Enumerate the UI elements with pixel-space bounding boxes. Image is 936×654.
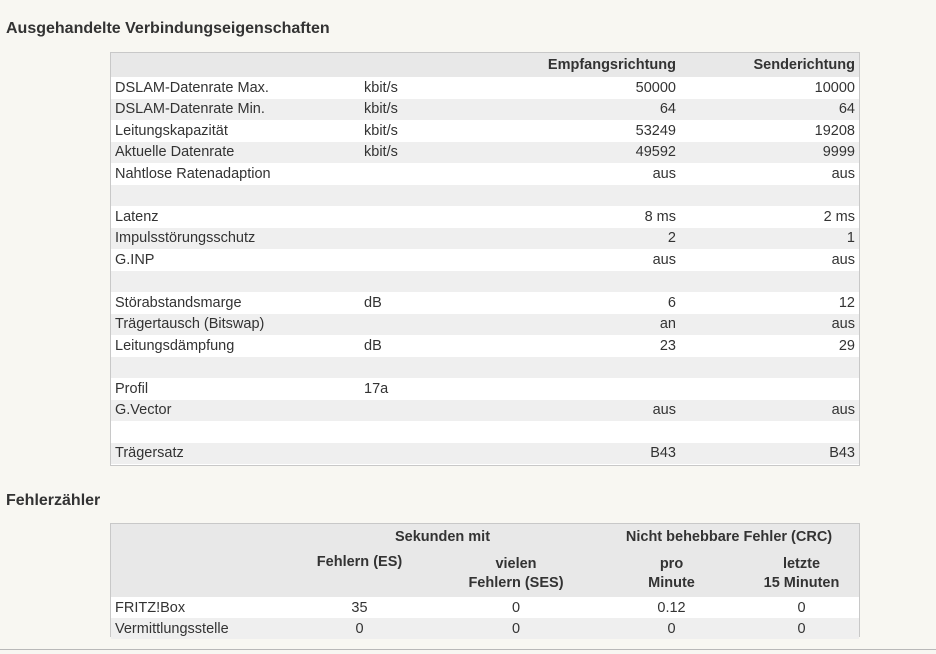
row-tx-value: 2 ms [680, 206, 859, 228]
header-crc-15-line2: 15 Minuten [763, 574, 840, 591]
row-label: Aktuelle Datenrate [111, 142, 360, 164]
row-unit [360, 249, 518, 271]
row-rx-value: 8 ms [518, 206, 680, 228]
row-rx-value: 64 [518, 99, 680, 121]
row-tx-value: aus [680, 249, 859, 271]
row-unit: 17a [360, 378, 518, 400]
row-tx-value: aus [680, 400, 859, 422]
header-empty [111, 53, 360, 77]
row-label: DSLAM-Datenrate Min. [111, 99, 360, 121]
section-title-connection: Ausgehandelte Verbindungseigenschaften [6, 20, 330, 37]
table-row [111, 120, 859, 142]
row-rx-value: 2 [518, 228, 680, 250]
table-row [111, 185, 859, 207]
row-rx-value [518, 378, 680, 400]
page-divider [0, 649, 936, 650]
row-ses: 0 [433, 618, 599, 639]
row-es: 35 [286, 597, 433, 618]
table-row [111, 335, 859, 357]
header-es-label: Fehlern (ES) [316, 554, 403, 570]
connection-table-body [111, 77, 859, 464]
row-unit [360, 400, 518, 422]
row-tx-value: 19208 [680, 120, 859, 142]
table-row [111, 249, 859, 271]
row-label [111, 357, 360, 379]
row-tx-value: 29 [680, 335, 859, 357]
table-row [111, 443, 859, 465]
table-row [111, 206, 859, 228]
row-unit: kbit/s [360, 120, 518, 142]
error-header-row-1 [111, 524, 859, 550]
row-rx-value: aus [518, 249, 680, 271]
row-label [111, 271, 360, 293]
row-rx-value: aus [518, 400, 680, 422]
row-unit [360, 185, 518, 207]
row-tx-value [680, 378, 859, 400]
row-tx-value: 10000 [680, 77, 859, 99]
row-rx-value: B43 [518, 443, 680, 465]
row-label: Nahtlose Ratenadaption [111, 163, 360, 185]
connection-properties-table [110, 52, 860, 466]
row-label: G.Vector [111, 400, 360, 422]
table-row [111, 378, 859, 400]
row-crc-min: 0.12 [599, 597, 744, 618]
header-crc-min-line2: Minute [648, 574, 695, 591]
row-label [111, 421, 360, 443]
row-tx-value [680, 185, 859, 207]
row-unit: kbit/s [360, 142, 518, 164]
header-ses [433, 550, 599, 597]
row-unit [360, 271, 518, 293]
header-crc-min [599, 550, 744, 597]
header-es [286, 550, 433, 597]
table-row [111, 99, 859, 121]
header-ses-line1: vielen [495, 555, 537, 572]
row-tx-value [680, 357, 859, 379]
row-unit [360, 421, 518, 443]
table-row [111, 271, 859, 293]
row-crc-15: 0 [744, 618, 859, 639]
row-unit [360, 228, 518, 250]
row-unit [360, 163, 518, 185]
row-es: 0 [286, 618, 433, 639]
header-empty [111, 550, 286, 597]
row-rx-value: 50000 [518, 77, 680, 99]
error-header-row-2 [111, 550, 859, 597]
header-group-seconds: Sekunden mit [286, 524, 599, 550]
row-unit: dB [360, 292, 518, 314]
table-row [111, 77, 859, 99]
row-label: Impulsstörungsschutz [111, 228, 360, 250]
row-rx-value: 49592 [518, 142, 680, 164]
table-row [111, 597, 859, 618]
header-empty [111, 524, 286, 550]
row-tx-value [680, 421, 859, 443]
row-tx-value: aus [680, 163, 859, 185]
row-rx-value: aus [518, 163, 680, 185]
table-row [111, 357, 859, 379]
error-counter-table [110, 523, 860, 637]
header-empty-unit [360, 53, 518, 77]
row-unit: kbit/s [360, 99, 518, 121]
row-tx-value: 12 [680, 292, 859, 314]
row-rx-value: 23 [518, 335, 680, 357]
table-row [111, 421, 859, 443]
row-label: Leitungskapazität [111, 120, 360, 142]
row-unit [360, 206, 518, 228]
row-tx-value: aus [680, 314, 859, 336]
row-crc-min: 0 [599, 618, 744, 639]
header-ses-line2: Fehlern (SES) [468, 574, 564, 591]
row-crc-15: 0 [744, 597, 859, 618]
row-unit [360, 443, 518, 465]
row-tx-value: 64 [680, 99, 859, 121]
header-crc-min-line1: pro [659, 555, 684, 572]
row-rx-value: an [518, 314, 680, 336]
row-ses: 0 [433, 597, 599, 618]
row-label: Profil [111, 378, 360, 400]
row-tx-value: 9999 [680, 142, 859, 164]
row-label: Trägersatz [111, 443, 360, 465]
row-unit [360, 314, 518, 336]
table-row [111, 142, 859, 164]
section-title-errors: Fehlerzähler [6, 492, 101, 509]
row-tx-value: 1 [680, 228, 859, 250]
row-label: FRITZ!Box [111, 597, 286, 618]
row-unit: dB [360, 335, 518, 357]
row-label: DSLAM-Datenrate Max. [111, 77, 360, 99]
row-unit: kbit/s [360, 77, 518, 99]
row-label: Trägertausch (Bitswap) [111, 314, 360, 336]
row-rx-value: 6 [518, 292, 680, 314]
table-header-row [111, 53, 859, 77]
table-row [111, 292, 859, 314]
header-tx: Senderichtung [680, 53, 859, 77]
row-rx-value [518, 185, 680, 207]
header-crc-15 [744, 550, 859, 597]
row-tx-value: B43 [680, 443, 859, 465]
table-row [111, 618, 859, 639]
header-group-crc: Nicht behebbare Fehler (CRC) [599, 524, 859, 550]
table-row [111, 400, 859, 422]
row-unit [360, 357, 518, 379]
row-label: G.INP [111, 249, 360, 271]
row-rx-value: 53249 [518, 120, 680, 142]
table-row [111, 314, 859, 336]
row-rx-value [518, 271, 680, 293]
row-label [111, 185, 360, 207]
error-table-body [111, 597, 859, 639]
table-row [111, 228, 859, 250]
row-label: Vermittlungsstelle [111, 618, 286, 639]
row-rx-value [518, 357, 680, 379]
row-label: Latenz [111, 206, 360, 228]
row-label: Störabstandsmarge [111, 292, 360, 314]
table-row [111, 163, 859, 185]
header-rx: Empfangsrichtung [518, 53, 680, 77]
row-rx-value [518, 421, 680, 443]
header-crc-15-line1: letzte [782, 555, 821, 572]
row-label: Leitungsdämpfung [111, 335, 360, 357]
row-tx-value [680, 271, 859, 293]
